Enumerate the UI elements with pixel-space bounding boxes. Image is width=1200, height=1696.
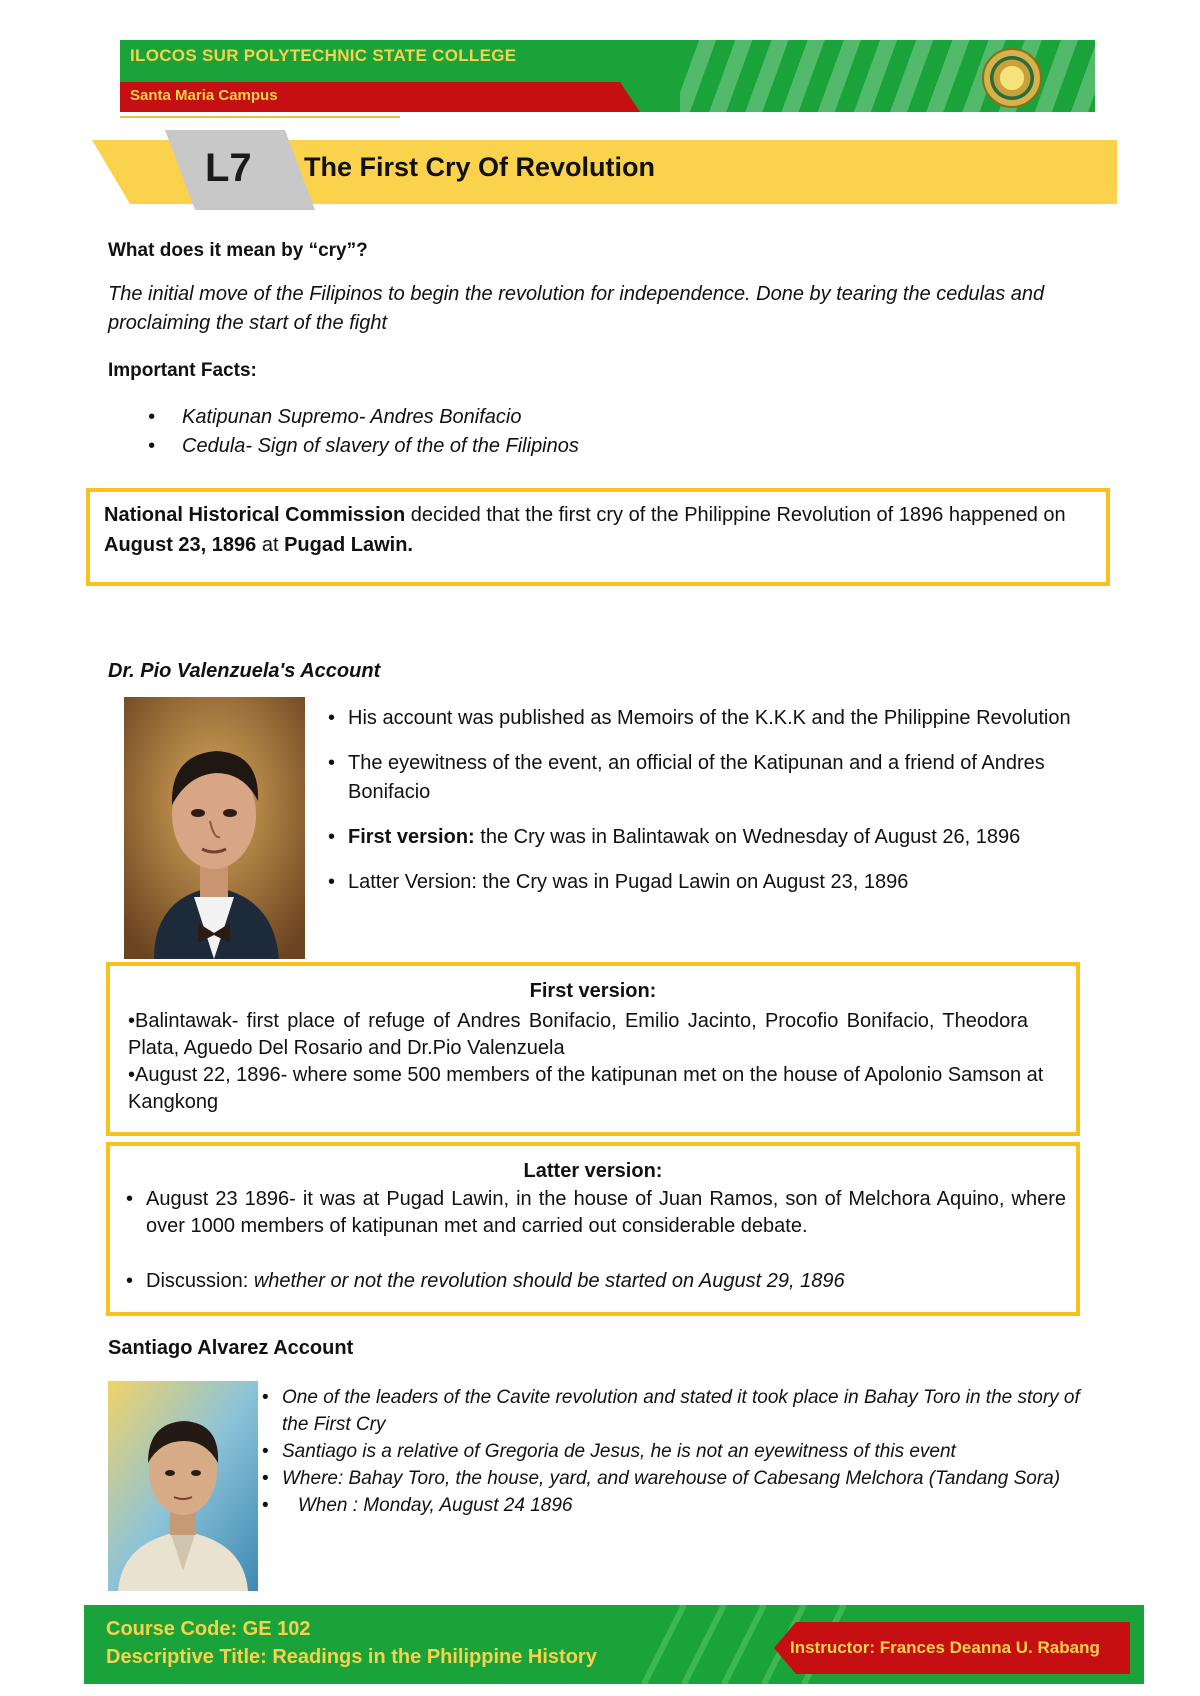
lesson-title: The First Cry Of Revolution bbox=[304, 152, 656, 182]
account-item: • Santiago is a relative of Gregoria de Jesus, he is not an eyewitness of this event bbox=[262, 1438, 1102, 1465]
account-item: • Latter Version: the Cry was in Pugad Lawin on August 23, 1896 bbox=[328, 868, 1098, 897]
header-underline bbox=[120, 116, 400, 118]
first-version-box bbox=[106, 962, 1080, 1136]
college-header-banner bbox=[120, 40, 1095, 112]
descriptive-title: Descriptive Title: Readings in the Philippine History bbox=[106, 1646, 597, 1668]
bullet-dot: • bbox=[126, 1270, 134, 1292]
account-item: • His account was published as Memoirs of the K.K.K and the Philippine Revolution bbox=[328, 704, 1098, 733]
latter-version-title: Latter version: bbox=[523, 1160, 663, 1182]
course-code: Course Code: GE 102 bbox=[106, 1618, 311, 1640]
latter-version-item: August 23 1896- it was at Pugad Lawin, in the house of Juan Ramos, son of Melchora Aquino, where over 1000 members of katipunan met and carried out considerable debate. bbox=[146, 1188, 1066, 1237]
fact-item: • Katipunan Supremo- Andres Bonifacio bbox=[148, 406, 522, 428]
bullet-dot: • bbox=[126, 1188, 134, 1210]
santiago-alvarez-account-list bbox=[262, 1384, 1102, 1519]
nhc-decision-text: National Historical Commission decided that the first cry of the Philippine Revolution of 1896 happened on August 23, 1896 at Pugad Lawin. bbox=[104, 504, 1066, 556]
campus-name: Santa Maria Campus bbox=[130, 87, 278, 104]
pio-valenzuela-heading: Dr. Pio Valenzuela's Account bbox=[108, 660, 381, 682]
lesson-number: L7 bbox=[205, 146, 252, 190]
cry-question-heading: What does it mean by “cry”? bbox=[108, 240, 368, 261]
first-version-item: •August 22, 1896- where some 500 members of the katipunan met on the house of Apolonio Samson at Kangkong bbox=[128, 1064, 1044, 1113]
important-facts-list bbox=[148, 403, 579, 461]
instructor-name: Instructor: Frances Deanna U. Rabang bbox=[790, 1638, 1100, 1657]
santiago-alvarez-portrait bbox=[108, 1381, 258, 1591]
account-item: • When : Monday, August 24 1896 bbox=[262, 1492, 1102, 1519]
cry-definition: The initial move of the Filipinos to begin the revolution for independence. Done by tearing the cedulas and proclaiming the start of the fight bbox=[108, 283, 1045, 334]
latter-version-item: Discussion: whether or not the revolution should be started on August 29, 1896 bbox=[146, 1270, 845, 1292]
account-item: • One of the leaders of the Cavite revolution and stated it took place in Bahay Toro in the story of the First Cry bbox=[262, 1384, 1102, 1438]
college-name: ILOCOS SUR POLYTECHNIC STATE COLLEGE bbox=[130, 46, 517, 65]
latter-version-box bbox=[106, 1142, 1080, 1316]
account-item: • Where: Bahay Toro, the house, yard, and warehouse of Cabesang Melchora (Tandang Sora) bbox=[262, 1465, 1102, 1492]
account-item: • First version: the Cry was in Balintawak on Wednesday of August 26, 1896 bbox=[328, 823, 1098, 852]
college-seal-icon bbox=[982, 48, 1042, 108]
fact-item: • Cedula- Sign of slavery of the of the Filipinos bbox=[148, 435, 579, 457]
pio-valenzuela-account-list bbox=[328, 704, 1098, 913]
account-item: • The eyewitness of the event, an official of the Katipunan and a friend of Andres Bonifacio bbox=[328, 749, 1098, 807]
first-version-item: •Balintawak- first place of refuge of Andres Bonifacio, Emilio Jacinto, Procofio Bonifacio, Theodora Plata, Aguedo Del Rosario and Dr.Pio Valenzuela bbox=[128, 1010, 1028, 1059]
santiago-alvarez-heading: Santiago Alvarez Account bbox=[108, 1337, 354, 1359]
important-facts-heading: Important Facts: bbox=[108, 360, 257, 381]
first-version-title: First version: bbox=[529, 980, 657, 1002]
pio-valenzuela-portrait bbox=[124, 697, 305, 959]
